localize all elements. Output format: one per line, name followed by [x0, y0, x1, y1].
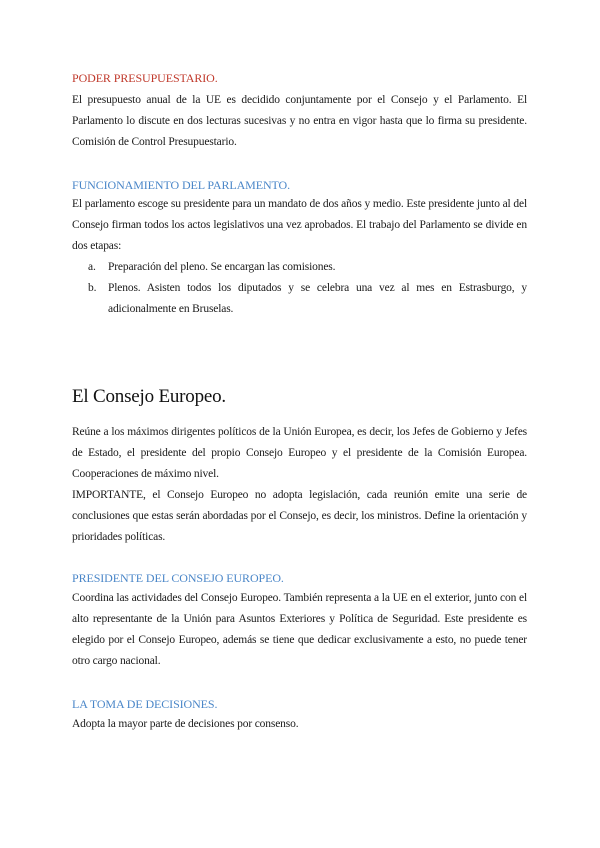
section-presidente — [72, 570, 527, 586]
section-heading: LA TOMA DE DECISIONES. — [72, 697, 218, 711]
stages-list — [72, 257, 527, 320]
section-title: El Consejo Europeo. — [72, 386, 226, 407]
list-item-text: Preparación del pleno. Se encargan las comisiones. — [108, 261, 336, 273]
list-item — [72, 257, 527, 278]
section-decisiones-body — [72, 714, 527, 735]
section-consejo-europeo — [72, 385, 527, 409]
section-funcionamiento-body — [72, 194, 527, 320]
paragraph: Adopta la mayor parte de decisiones por consenso. — [72, 718, 299, 730]
paragraph: El parlamento escoge su presidente para un mandato de dos años y medio. Este presidente junto al del Consejo firman todos los actos legislativos una vez aprobados. El trabajo del Parlamento se divide en dos etapas: — [72, 198, 527, 252]
list-marker: a. — [88, 261, 96, 273]
section-poder-body — [72, 90, 527, 153]
paragraph: IMPORTANTE, el Consejo Europeo no adopta legislación, cada reunión emite una serie de conclusiones que estas serán abordadas por el Consejo, es decir, los ministros. Define la orientación y prioridades políticas. — [72, 489, 527, 543]
section-consejo-body — [72, 422, 527, 548]
section-heading: PODER PRESUPUESTARIO. — [72, 71, 218, 85]
list-marker: b. — [88, 282, 97, 294]
section-heading: FUNCIONAMIENTO DEL PARLAMENTO. — [72, 178, 291, 192]
list-item — [72, 278, 527, 320]
paragraph: Reúne a los máximos dirigentes políticos de la Unión Europea, es decir, los Jefes de Gobierno y Jefes de Estado, el presidente del propio Consejo Europeo y el presidente de la Comisión Europea. Cooperaciones de máximo nivel. — [72, 426, 527, 480]
section-presidente-body — [72, 588, 527, 672]
paragraph: Coordina las actividades del Consejo Europeo. También representa a la UE en el exterior, junto con el alto representante de la Unión para Asuntos Exteriores y Política de Seguridad. Este presidente es elegido por el Consejo Europeo, además se tiene que dedicar exclusivamente a esto, no puede tener otro cargo nacional. — [72, 592, 527, 667]
section-decisiones — [72, 696, 527, 712]
section-funcionamiento — [72, 177, 527, 193]
paragraph: El presupuesto anual de la UE es decidido conjuntamente por el Consejo y el Parlamento. El Parlamento lo discute en dos lecturas sucesivas y no entra en vigor hasta que lo firma su presidente. Comisión de Control Presupuestario. — [72, 94, 527, 148]
section-poder-presupuestario — [72, 70, 527, 86]
list-item-text: Plenos. Asisten todos los diputados y se celebra una vez al mes en Estrasburgo, y adicionalmente en Bruselas. — [108, 282, 527, 315]
section-heading: PRESIDENTE DEL CONSEJO EUROPEO. — [72, 571, 284, 585]
